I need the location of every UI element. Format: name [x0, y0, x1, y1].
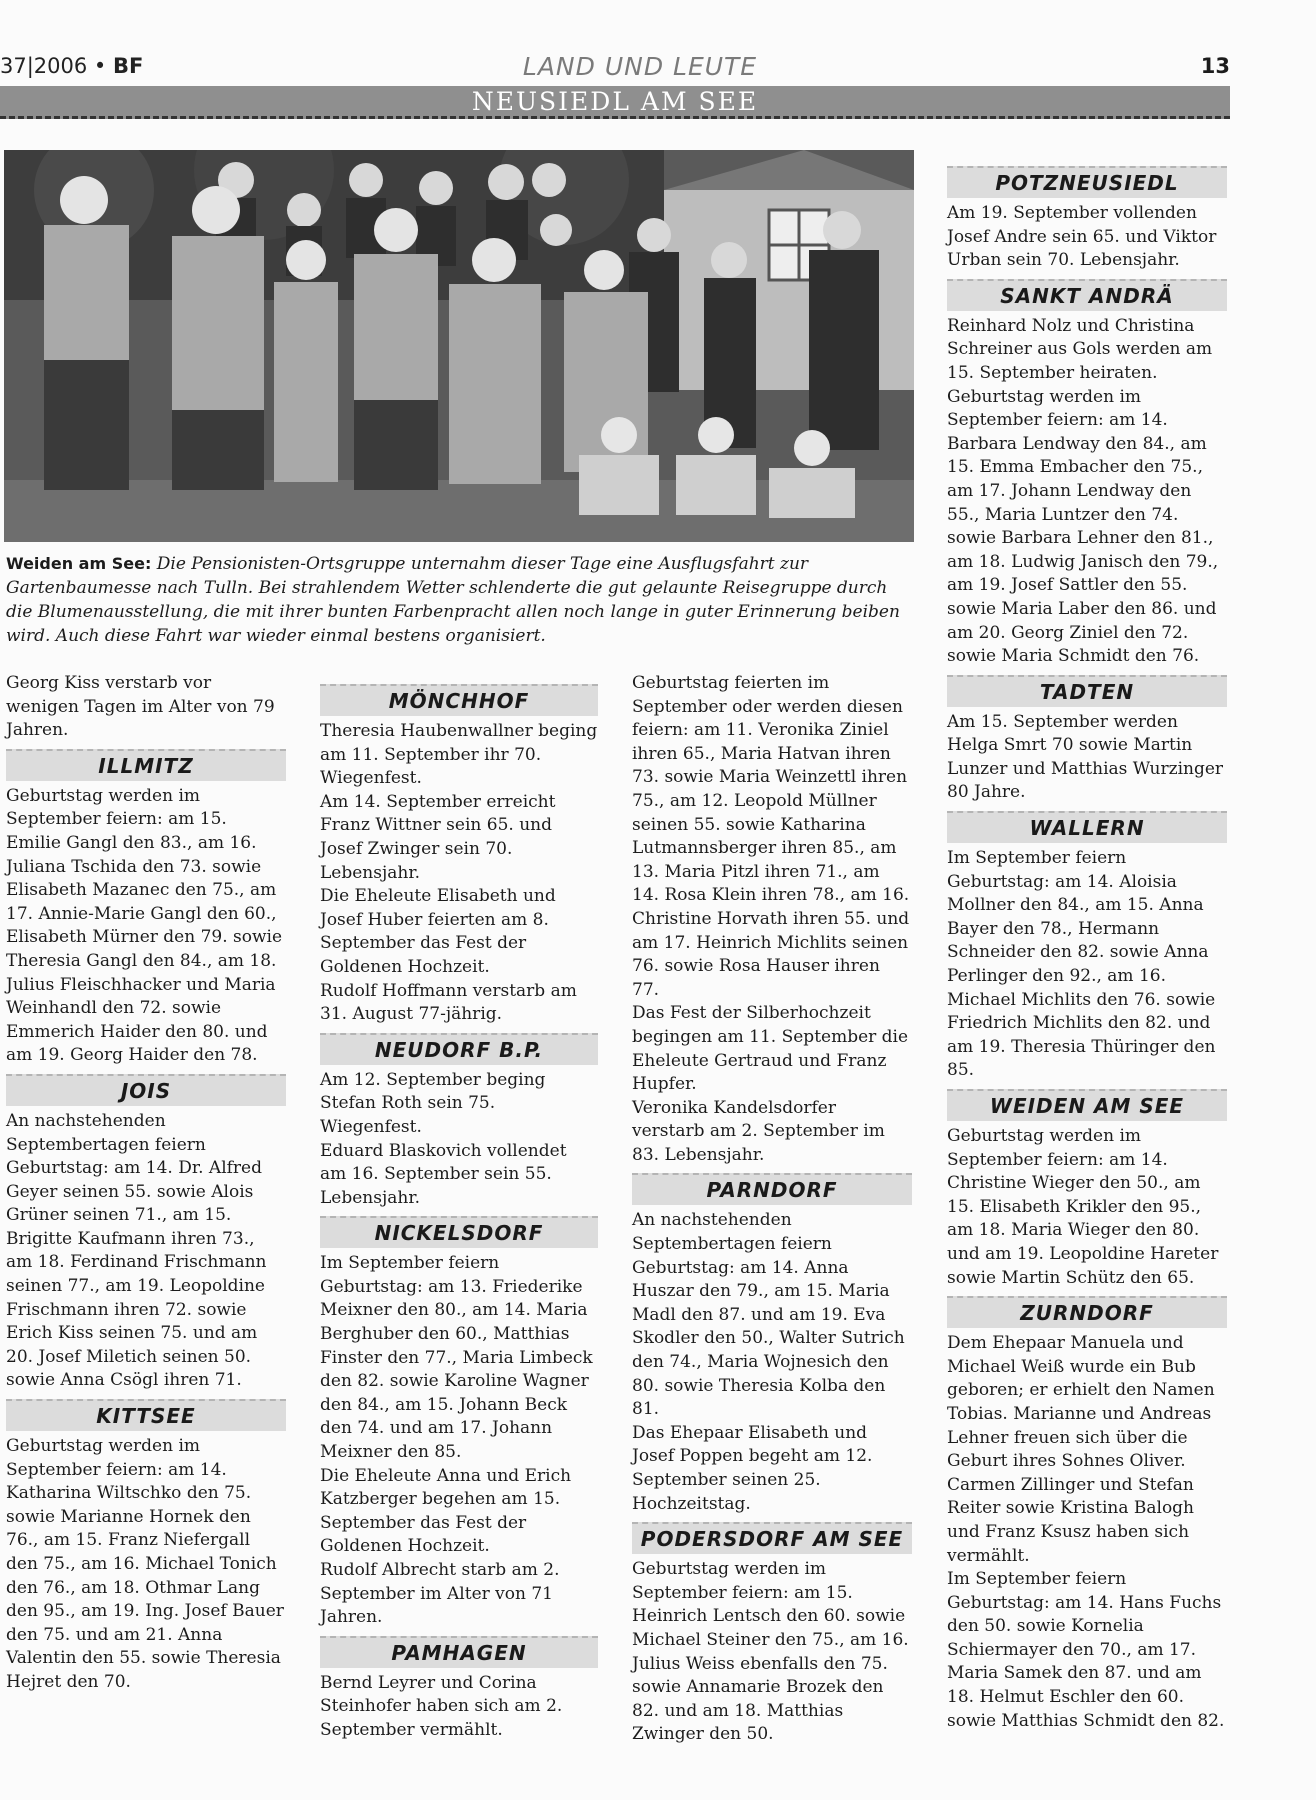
potzneusiedl-paragraph-1: Am 19. September vollenden Josef Andre sein 65. und Viktor Urban sein 70. Lebensjahr. [947, 203, 1217, 271]
column-2 [320, 678, 598, 1743]
intro-paragraph: Georg Kiss verstarb vor wenigen Tagen im Alter von 79 Jahren. [6, 673, 275, 741]
zurndorf-paragraph-2: Carmen Zillinger und Stefan Reiter sowie Kristina Balogh und Franz Ksusz haben sich vermählt. [947, 1474, 1195, 1566]
neudorf-paragraph-1: Am 12. September beging Stefan Roth sein 75. Wiegenfest. [320, 1069, 546, 1137]
column-4 [947, 160, 1227, 1733]
section-heading-weiden: WEIDEN AM SEE [947, 1089, 1227, 1121]
section-heading-neudorf: NEUDORF B.P. [320, 1033, 598, 1065]
section-heading-wallern: WALLERN [947, 811, 1227, 843]
column-1 [6, 672, 286, 1695]
section-heading-sankt-andrae: SANKT ANDRÄ [947, 279, 1227, 311]
zurndorf-paragraph-1: Dem Ehepaar Manuela und Michael Weiß wurde ein Bub geboren; er erhielt den Namen Tobias. Marianne und Andreas Lehner freuen sich über die Geburt ihres Sohnes Oliver. [947, 1333, 1215, 1472]
section-heading-pamhagen: PAMHAGEN [320, 1636, 598, 1668]
column-3 [632, 672, 912, 1747]
section-heading-jois: JOIS [6, 1074, 286, 1106]
region-title: NEUSIEDL AM SEE [471, 87, 759, 116]
kittsee-paragraph: Geburtstag werden im September feiern: am 14. Katharina Wiltschko den 75. sowie Marianne Hornek den 76., am 15. Franz Niefergall den 75., am 16. Michael Tonich den 76., am 18. Othmar Lang den 95., am 19. Ing. Josef Bauer den 75. und am 21. Anna Valentin den 55. sowie Theresia Hejret den 70. [6, 1436, 284, 1692]
neudorf-paragraph-2: Eduard Blaskovich vollendet am 16. September sein 55. Lebensjahr. [320, 1140, 567, 1208]
section-heading-moenchhof: MÖNCHHOF [320, 684, 598, 716]
paper-label: BF [113, 54, 144, 78]
group-photo [4, 150, 914, 542]
parndorf-paragraph-1: An nachstehenden Septembertagen feiern Geburtstag: am 14. Anna Huszar den 79., am 15. Maria Madl den 87. und am 19. Eva Skodler den 50., Walter Sutrich den 74., Maria Wojnesich den 80. sowie Theresia Kolba den 81. [632, 1210, 905, 1420]
parndorf-paragraph-2: Das Ehepaar Elisabeth und Josef Poppen begeht am 12. September seinen 25. Hochzeitstag. [632, 1422, 873, 1514]
moenchhof-paragraph-4: Rudolf Hoffmann verstarb am 31. August 77-jährig. [320, 980, 577, 1025]
caption-place: Weiden am See: [6, 554, 152, 573]
wallern-paragraph-1: Im September feiern Geburtstag: am 14. Aloisia Mollner den 84., am 15. Anna Bayer den 78., Hermann Schneider den 82. sowie Anna Perlinger den 92., am 16. Michael Michlits den 76. sowie Friedrich Michlits den 82. und am 19. Theresia Thüringer den 85. [947, 848, 1216, 1081]
section-heading-parndorf: PARNDORF [632, 1173, 912, 1205]
section-heading-potzneusiedl: POTZNEUSIEDL [947, 166, 1227, 198]
photo-caption [6, 552, 906, 648]
col3-paragraph-2: Das Fest der Silberhochzeit begingen am 11. September die Eheleute Gertraud und Franz Hupfer. [632, 1003, 909, 1095]
col3-paragraph-1: Geburtstag feierten im September oder werden diesen feiern: am 11. Veronika Ziniel ihren 65., Maria Hatvan ihren 73. sowie Maria Weinzettl ihren 75., am 12. Leopold Müllner seinen 55. sowie Katharina Lutmannsberger ihren 85., am 13. Maria Pitzl ihren 71., am 14. Rosa Klein ihren 78., am 16. Christine Horvath ihren 55. und am 17. Heinrich Michlits seinen 76. sowie Rosa Hauser ihren 77. [632, 673, 910, 1000]
section-heading-tadten: TADTEN [947, 675, 1227, 707]
nickelsdorf-paragraph-1: Im September feiern Geburtstag: am 13. Friederike Meixner den 80., am 14. Maria Berghuber den 60., Matthias Finster den 77., Maria Limbeck den 82. sowie Karoline Wagner den 84., am 15. Johann Beck den 74. und am 17. Johann Meixner den 85. [320, 1253, 593, 1463]
podersdorf-paragraph-1: Geburtstag werden im September feiern: am 15. Heinrich Lentsch den 60. sowie Michael Steiner den 75., am 16. Julius Weiss ebenfalls den 75. sowie Annamarie Brozek den 82. und am 18. Matthias Zwinger den 50. [632, 1559, 909, 1745]
section-title: LAND UND LEUTE [522, 52, 758, 81]
sankt-andrae-paragraph-1: Reinhard Nolz und Christina Schreiner aus Gols werden am 15. September heiraten. [947, 315, 1213, 383]
moenchhof-paragraph-3: Die Eheleute Elisabeth und Josef Huber feierten am 8. September das Fest der Goldenen Hochzeit. [320, 886, 556, 977]
section-heading-kittsee: KITTSEE [6, 1399, 286, 1431]
caption-text: Die Pensionisten-Ortsgruppe unternahm dieser Tage eine Ausflugsfahrt zur Gartenbaumesse nach Tulln. Bei strahlendem Wetter schlenderte die gut gelaunte Reisegruppe durch die Blumenausstellung, die mit ihrer bunten Farbenpracht allen noch lange in guter Erinnerung beiben wird. Auch diese Fahrt war wieder einmal bestens organisiert. [6, 554, 900, 646]
col3-paragraph-3: Veronika Kandelsdorfer verstarb am 2. September im 83. Lebensjahr. [632, 1097, 885, 1165]
section-heading-zurndorf: ZURNDORF [947, 1296, 1227, 1328]
zurndorf-paragraph-3: Im September feiern Geburtstag: am 14. Hans Fuchs den 50. sowie Kornelia Schiermayer den 70., am 17. Maria Samek den 87. und am 18. Helmut Eschler den 60. sowie Matthias Schmidt den 82. [947, 1569, 1225, 1731]
region-banner [0, 86, 1230, 119]
nickelsdorf-paragraph-3: Rudolf Albrecht starb am 2. September im Alter von 71 Jahren. [320, 1560, 560, 1628]
section-heading-nickelsdorf: NICKELSDORF [320, 1216, 598, 1248]
weiden-paragraph-1: Geburtstag werden im September feiern: am 14. Christine Wieger den 50., am 15. Elisabeth Krikler den 95., am 18. Maria Wieger den 80. und am 19. Leopoldine Hareter sowie Martin Schütz den 65. [947, 1126, 1219, 1288]
tadten-paragraph-1: Am 15. September werden Helga Smrt 70 sowie Martin Lunzer und Matthias Wurzinger 80 Jahre. [947, 711, 1224, 803]
page-number: 13 [1200, 54, 1230, 78]
sankt-andrae-paragraph-2: Geburtstag werden im September feiern: am 14. Barbara Lendway den 84., am 15. Emma Embacher den 75., am 17. Johann Lendway den 55., Maria Luntzer den 74. sowie Barbara Lehner den 81., am 18. Ludwig Janisch den 79., am 19. Josef Sattler den 55. sowie Maria Laber den 86. und am 20. Georg Ziniel den 72. sowie Maria Schmidt den 76. [947, 386, 1219, 667]
moenchhof-paragraph-2: Am 14. September erreicht Franz Wittner sein 65. und Josef Zwinger sein 70. Lebensjahr. [320, 791, 556, 883]
nickelsdorf-paragraph-2: Die Eheleute Anna und Erich Katzberger begehen am 15. September das Fest der Goldenen Hochzeit. [320, 1465, 572, 1557]
section-heading-illmitz: ILLMITZ [6, 749, 286, 781]
issue-label: 37|2006 • BF [0, 54, 144, 78]
jois-paragraph: An nachstehenden Septembertagen feiern Geburtstag: am 14. Dr. Alfred Geyer seinen 55. sowie Alois Grüner seinen 71., am 15. Brigitte Kaufmann ihren 73., am 18. Ferdinand Frischmann seinen 77., am 19. Leopoldine Frischmann ihren 72. sowie Erich Kiss seinen 75. und am 20. Josef Miletich seinen 50. sowie Anna Csögl ihren 71. [6, 1110, 267, 1391]
illmitz-paragraph: Geburtstag werden im September feiern: am 15. Emilie Gangl den 83., am 16. Juliana Tschida den 73. sowie Elisabeth Mazanec den 75., am 17. Annie-Marie Gangl den 60., Elisabeth Mürner den 79. sowie Theresia Gangl den 84., am 18. Julius Fleischhacker und Maria Weinhandl den 72. sowie Emmerich Haider den 80. und am 19. Georg Haider den 78. [6, 785, 283, 1066]
moenchhof-paragraph-1: Theresia Haubenwallner beging am 11. September ihr 70. Wiegenfest. [320, 721, 598, 789]
section-heading-podersdorf: PODERSDORF AM SEE [632, 1522, 912, 1554]
pamhagen-paragraph-1: Bernd Leyrer und Corina Steinhofer haben sich am 2. September vermählt. [320, 1672, 563, 1740]
page-header [0, 52, 1316, 82]
